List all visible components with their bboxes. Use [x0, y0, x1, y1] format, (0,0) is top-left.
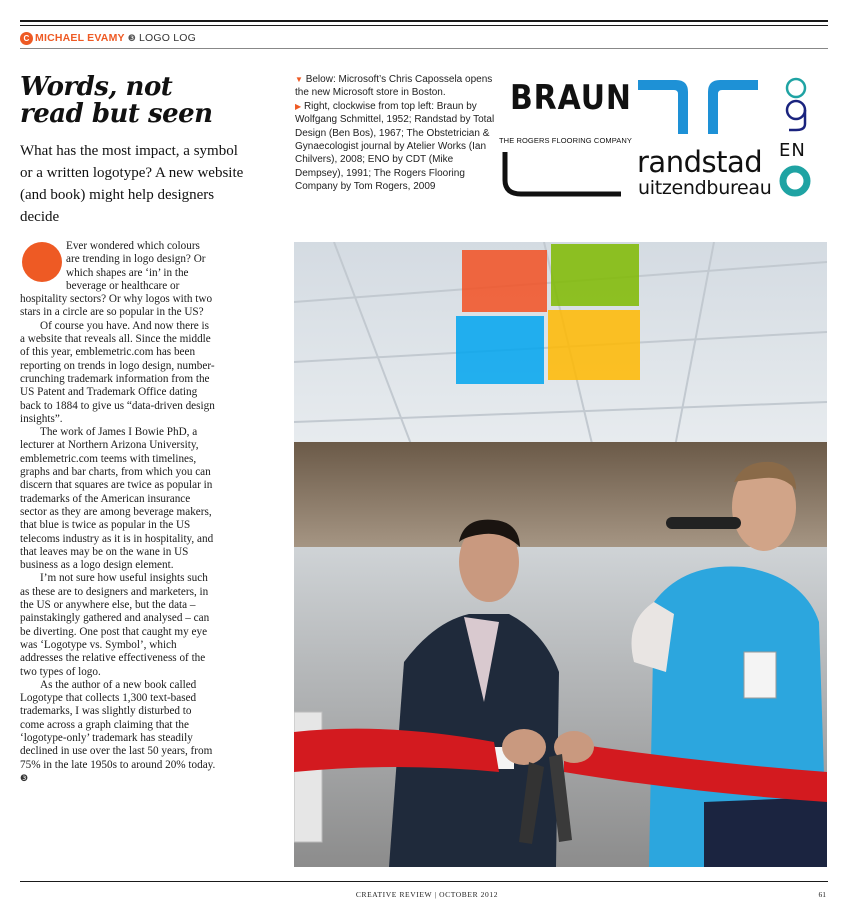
headline-line-1: Words, not — [20, 72, 173, 102]
c-badge-icon: C — [20, 32, 33, 45]
top-rule-thin — [20, 25, 828, 26]
article-standfirst: What has the most impact, a symbol or a written logotype? A new website (and book) might help designers decide — [20, 143, 244, 225]
body-paragraph-3: The work of James I Bowie PhD, a lecturer at Northern Arizona University, emblemetric.com teems with timelines, graphs and bar charts, from which you can discern that squares are twice as popular in trademarks of the American insurance sector as they are among beverage makers, that blue is twice as popular in the US telecoms industry as it is in hospitality, and that leaves may be on the wane in US business as a logo design element. — [20, 426, 214, 572]
obstetrician-gynaecologist-logo — [776, 76, 816, 132]
braun-logo: BRAUN — [510, 78, 632, 118]
body-paragraph-5: As the author of a new book called Logotype that collects 1,300 text-based trademarks, I was slightly disturbed to come across a graph claiming that the ‘logotype-only’ trademark has steadily declined in use over the last 50 years, from 75% in the late 1950s to around 20% today. — [20, 678, 216, 771]
header-rule — [20, 48, 828, 49]
triangle-right-icon: ▶ — [295, 101, 302, 111]
eno-wordmark: EN — [779, 140, 806, 161]
randstad-logo-mark — [638, 76, 758, 134]
randstad-wordmark: randstad — [637, 145, 763, 179]
caption-right-text: Right, clockwise from top left: Braun by Wolfgang Schmittel, 1952; Randstad by Total Design (Ben Bos), 1967; The Obstetrician & Gynaecologist journal by Atelier Works (Ian Chilvers), 2008; ENO by CDT (Mike Dempsey), 1991; The Rogers Flooring Company by Tom Rogers, 2009 — [295, 100, 495, 193]
end-arrow-icon: ❸ — [20, 772, 29, 783]
author-name: MICHAEL EVAMY — [35, 32, 125, 44]
uitzendbureau-wordmark: uitzendbureau — [638, 177, 772, 199]
caption-right — [295, 100, 495, 194]
image-caption — [295, 73, 495, 194]
caption-below — [295, 73, 495, 100]
footer-rule — [20, 881, 828, 882]
headline-line-2: read but seen — [20, 99, 213, 129]
publication-footer: CREATIVE REVIEW | OCTOBER 2012 — [355, 890, 499, 899]
triangle-down-icon: ▼ — [295, 75, 303, 84]
microsoft-store-opening-photo — [294, 242, 827, 867]
eno-o-ring — [778, 164, 812, 198]
section-header — [20, 30, 196, 46]
body-paragraph-4: I’m not sure how useful insights such as these are to designers and marketers, in the US or anywhere else, but the data – painstakingly gathered and analysed – can be diverting. One post that caught my eye was ‘Logotype vs. Symbol’, which addresses the relative effectiveness of the two types of logo. — [20, 572, 210, 678]
page-number: 61 — [818, 890, 826, 899]
caption-below-text: Below: Microsoft’s Chris Capossela opens the new Microsoft store in Boston. — [295, 74, 493, 99]
body-paragraph-2: Of course you have. And now there is a website that reveals all. Since the middle of this year, emblemetric.com has been reporting on trends in logo design, number-crunching trademark information from the US Patent and Trademark Office dating back to 1884 to give us “data-driven design insights”. — [20, 319, 215, 425]
body-paragraph-1: Ever wondered which colours are trending in logo design? Or which shapes are ‘in’ in the beverage or healthcare or hospitality sectors? Or why logos with two stars in a circle are so popular in the US? — [20, 240, 213, 319]
article-body — [20, 240, 216, 785]
section-name: LOGO LOG — [139, 32, 197, 44]
article-headline — [20, 74, 260, 128]
top-rule-thick — [20, 20, 828, 22]
rogers-logo-label: THE ROGERS FLOORING COMPANY — [499, 136, 632, 145]
rogers-flooring-logo-mark — [499, 150, 623, 198]
header-arrow-icon: ❸ — [127, 32, 136, 43]
